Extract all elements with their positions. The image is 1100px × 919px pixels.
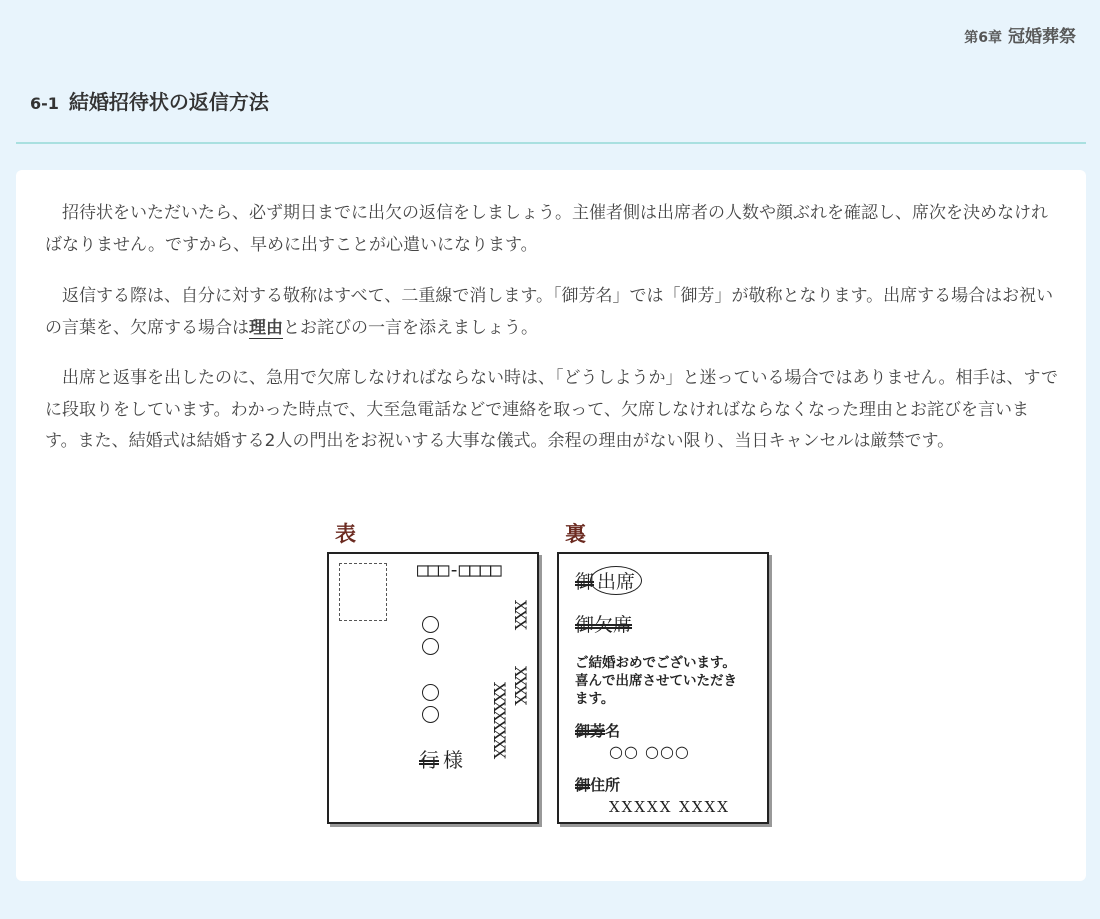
title-divider: [16, 142, 1086, 144]
section-number: 6-1: [30, 94, 59, 113]
address-column-2: XXXX: [511, 666, 530, 704]
attend-circled: 出席: [590, 566, 642, 595]
chapter-heading: [964, 22, 1076, 47]
back-label: 裏: [565, 521, 586, 546]
address-suffix: 住所: [590, 776, 621, 794]
message: [575, 654, 737, 708]
absent-option-struck: 御欠席: [575, 614, 633, 636]
honorific-sama: 様: [443, 748, 463, 772]
section-title: [30, 86, 269, 115]
chapter-title: 冠婚葬祭: [1008, 27, 1076, 47]
message-line-3: ます。: [575, 691, 615, 707]
paragraph-3: 出席と返事を出したのに、急用で欠席しなければならない時は、「どうしようか」と迷っている場合ではありません。相手は、すでに段取りをしています。わかった時点で、大至急電話などで連絡を取って、欠席しなければならなくなった理由とお詫びを言います。また、結婚式は結婚する2人の門出をお祝いする大事な儀式。余程の理由がない限り、当日キャンセルは厳禁です。: [45, 368, 1059, 451]
reply-postcard-figure: [313, 510, 789, 846]
paragraph-2-text-b: とお詫びの一言を添えましょう。: [283, 317, 538, 338]
postcard-back: [557, 552, 769, 824]
paragraph-1: 招待状をいただいたら、必ず期日までに出欠の返信をしましょう。主催者側は出席者の人数や顔ぶれを確認し、席次を決めなければなりません。ですから、早めに出すことが心遣いになります。: [45, 203, 1048, 255]
paragraph-2: [45, 281, 1061, 344]
address-field-label: [575, 774, 620, 795]
name-field-label: [575, 720, 620, 741]
name-value: ○○ ○○○: [609, 742, 690, 761]
name-prefix-struck: 御芳: [575, 722, 606, 740]
stamp-box: [339, 563, 387, 621]
address-value: XXXXX XXXX: [609, 798, 730, 816]
section-title-text: 結婚招待状の返信方法: [68, 90, 269, 114]
name-circle: [422, 706, 439, 723]
postal-code: □□□-□□□□: [417, 559, 501, 581]
address-column-3: XXXXXXXX: [490, 682, 509, 758]
name-circle: [422, 616, 439, 633]
attend-prefix-struck: 御: [575, 571, 595, 593]
postcard-front: [327, 552, 539, 824]
message-line-2: 喜んで出席させていただき: [575, 673, 737, 689]
struck-recipient: 行: [419, 748, 439, 772]
message-line-1: ご結婚おめでございます。: [575, 655, 736, 671]
name-circle: [422, 638, 439, 655]
chapter-number: 第6章: [964, 30, 1002, 46]
front-label: 表: [335, 521, 356, 546]
name-circle: [422, 684, 439, 701]
attend-option: [575, 566, 642, 595]
reason-link[interactable]: 理由: [249, 317, 283, 338]
content-card: [16, 170, 1086, 881]
address-prefix-struck: 御: [575, 776, 591, 794]
name-suffix: 名: [605, 722, 621, 740]
address-column-1: XXX: [511, 600, 530, 629]
paragraph-2-text-a: 返信する際は、自分に対する敬称はすべて、二重線で消します。「御芳名」では「御芳」が敬称となります。出席する場合はお祝いの言葉を、欠席する場合は: [45, 286, 1054, 338]
recipient-honorific-area: [419, 744, 463, 773]
